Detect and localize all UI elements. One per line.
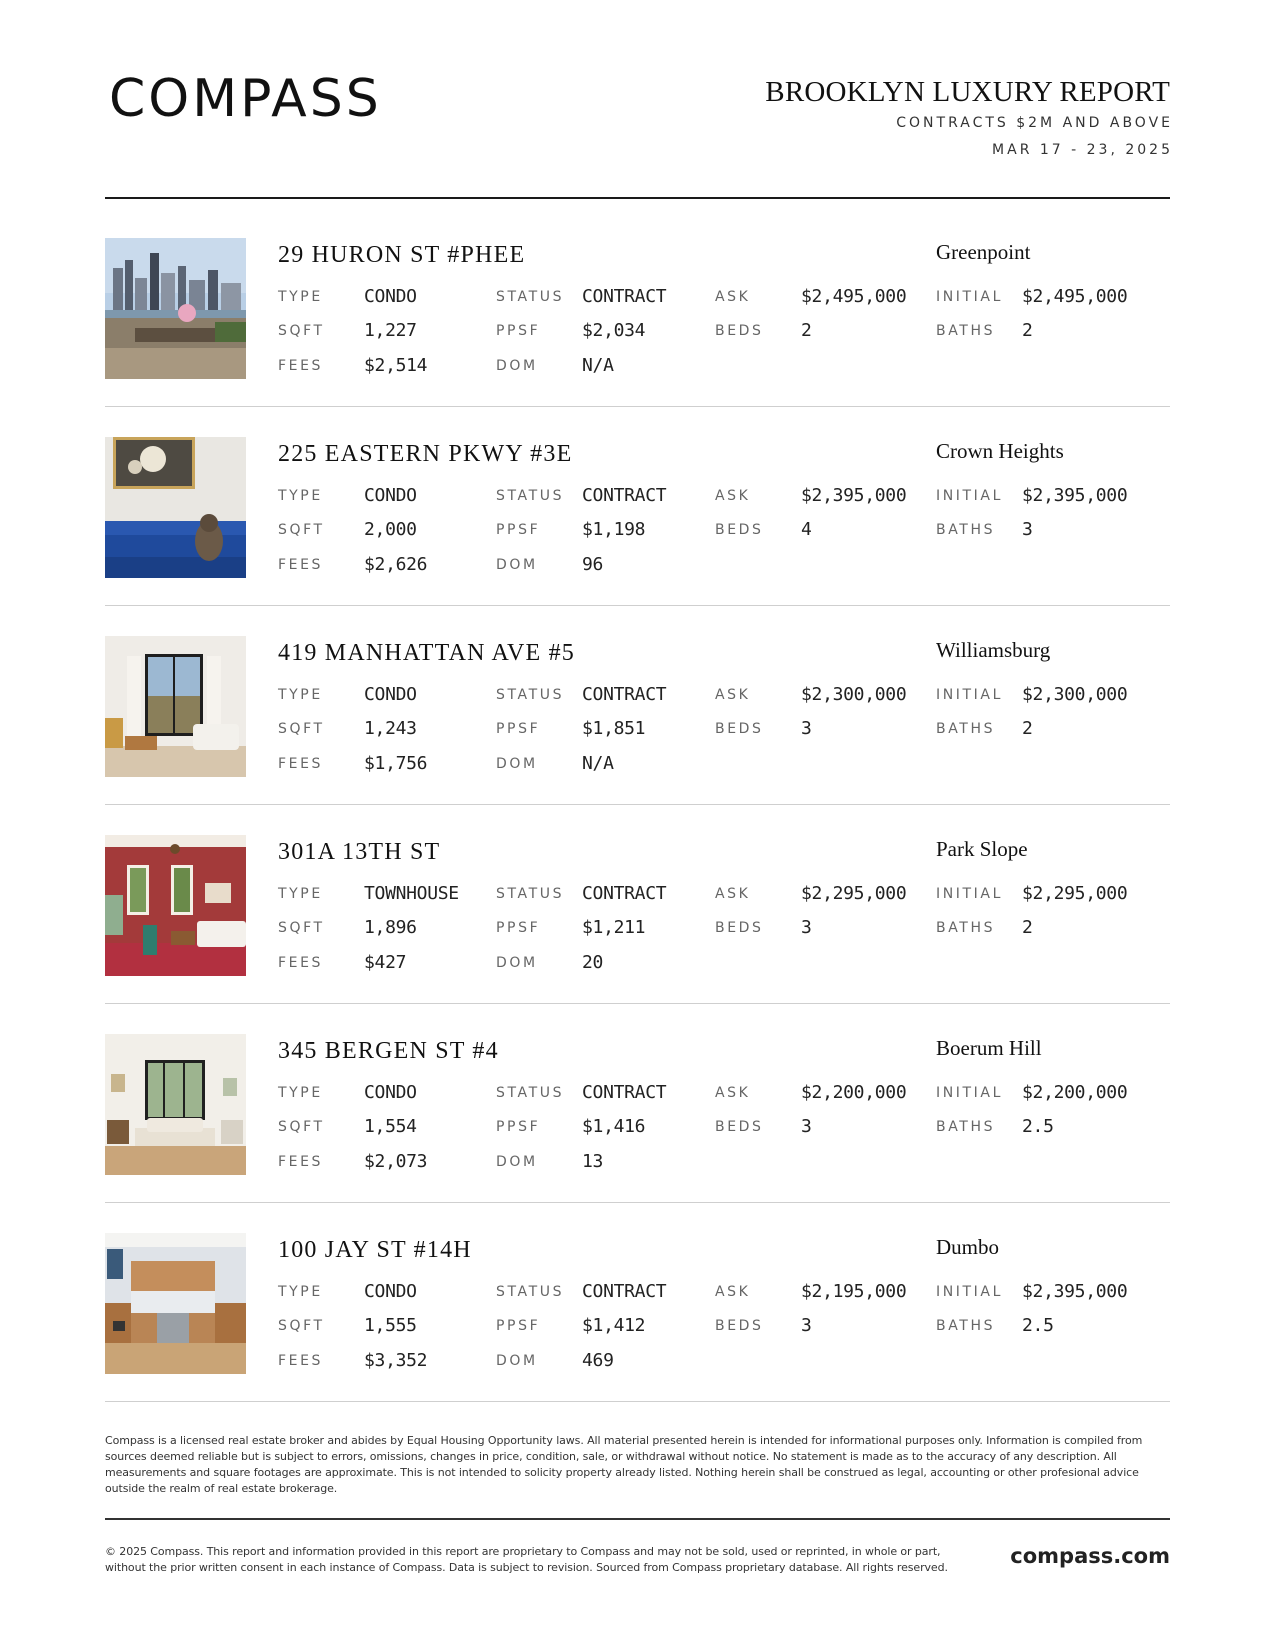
baths-value: 3 — [1022, 519, 1033, 540]
dom-value: 20 — [582, 952, 604, 973]
beds-label: BEDS — [715, 1119, 764, 1135]
baths-label: BATHS — [936, 323, 996, 339]
sqft-label: SQFT — [278, 1318, 325, 1334]
report-header — [765, 74, 1173, 164]
type-value: CONDO — [364, 684, 417, 705]
listing-address[interactable]: 301A 13TH ST — [278, 839, 441, 865]
listing-address[interactable]: 225 EASTERN PKWY #3E — [278, 441, 573, 467]
ask-label: ASK — [715, 289, 751, 305]
ppsf-value: $1,211 — [582, 917, 646, 938]
type-value: CONDO — [364, 1281, 417, 1302]
report-title: BROOKLYN LUXURY REPORT — [765, 76, 1170, 108]
dom-label: DOM — [496, 1353, 538, 1369]
listing-divider — [105, 1202, 1170, 1203]
ppsf-value: $1,412 — [582, 1315, 646, 1336]
initial-label: INITIAL — [936, 488, 1003, 504]
listing-divider — [105, 804, 1170, 805]
ppsf-label: PPSF — [496, 1318, 541, 1334]
status-value: CONTRACT — [582, 485, 667, 506]
listing-row[interactable] — [105, 238, 1170, 437]
fees-label: FEES — [278, 756, 324, 772]
beds-value: 4 — [801, 519, 812, 540]
ask-label: ASK — [715, 1284, 751, 1300]
status-value: CONTRACT — [582, 1281, 667, 1302]
beds-label: BEDS — [715, 522, 764, 538]
status-value: CONTRACT — [582, 1082, 667, 1103]
initial-value: $2,300,000 — [1022, 684, 1128, 705]
beds-value: 3 — [801, 1315, 812, 1336]
baths-label: BATHS — [936, 1318, 996, 1334]
type-value: CONDO — [364, 286, 417, 307]
beds-label: BEDS — [715, 920, 764, 936]
baths-label: BATHS — [936, 522, 996, 538]
fees-label: FEES — [278, 358, 324, 374]
dom-label: DOM — [496, 756, 538, 772]
status-label: STATUS — [496, 289, 565, 305]
ppsf-label: PPSF — [496, 920, 541, 936]
dom-label: DOM — [496, 1154, 538, 1170]
listing-row[interactable] — [105, 437, 1170, 636]
fees-value: $3,352 — [364, 1350, 428, 1371]
listing-address[interactable]: 100 JAY ST #14H — [278, 1237, 472, 1263]
disclaimer-text: Compass is a licensed real estate broker and abides by Equal Housing Opportunity laws. All material presented herein is intended for informational purposes only. Information is compiled from sources deemed reliable but is subject to errors, omissions, changes in price, condition, sale, or withdrawal without notice. No statement is made as to the accuracy of any description. All measurements and square footages are approximate. This is not intended to solicity property already listed. Nothing herein shall be construed as legal, accounting or other profesional advice outside the realm of real estate brokerage. — [105, 1434, 1143, 1495]
ppsf-label: PPSF — [496, 522, 541, 538]
dom-label: DOM — [496, 955, 538, 971]
fees-value: $2,514 — [364, 355, 428, 376]
listing-neighborhood: Dumbo — [936, 1235, 999, 1259]
listing-neighborhood: Greenpoint — [936, 240, 1031, 264]
listing-divider — [105, 1401, 1170, 1402]
red-parlor-photo — [105, 835, 246, 976]
status-label: STATUS — [496, 886, 565, 902]
listing-address[interactable]: 345 BERGEN ST #4 — [278, 1038, 499, 1064]
type-label: TYPE — [278, 1284, 323, 1300]
status-value: CONTRACT — [582, 883, 667, 904]
type-value: TOWNHOUSE — [364, 883, 459, 904]
ppsf-label: PPSF — [496, 1119, 541, 1135]
bright-living-room-photo — [105, 636, 246, 777]
listing-row[interactable] — [105, 1034, 1170, 1233]
baths-value: 2.5 — [1022, 1116, 1054, 1137]
ppsf-value: $1,416 — [582, 1116, 646, 1137]
header-divider — [105, 197, 1170, 199]
listing-neighborhood: Crown Heights — [936, 439, 1064, 463]
beds-value: 3 — [801, 718, 812, 739]
baths-value: 2 — [1022, 917, 1033, 938]
ask-value: $2,395,000 — [801, 485, 907, 506]
fees-label: FEES — [278, 955, 324, 971]
initial-value: $2,395,000 — [1022, 485, 1128, 506]
initial-value: $2,200,000 — [1022, 1082, 1128, 1103]
listing-address[interactable]: 419 MANHATTAN AVE #5 — [278, 640, 575, 666]
dom-value: 469 — [582, 1350, 614, 1371]
ppsf-label: PPSF — [496, 721, 541, 737]
ppsf-value: $1,198 — [582, 519, 646, 540]
sqft-value: 1,243 — [364, 718, 417, 739]
ask-value: $2,495,000 — [801, 286, 907, 307]
listing-divider — [105, 1003, 1170, 1004]
listing-row[interactable] — [105, 1233, 1170, 1432]
baths-label: BATHS — [936, 920, 996, 936]
baths-value: 2.5 — [1022, 1315, 1054, 1336]
fees-label: FEES — [278, 557, 324, 573]
type-label: TYPE — [278, 687, 323, 703]
ppsf-label: PPSF — [496, 323, 541, 339]
type-label: TYPE — [278, 886, 323, 902]
listing-row[interactable] — [105, 835, 1170, 1034]
type-label: TYPE — [278, 488, 323, 504]
dom-value: N/A — [582, 753, 614, 774]
status-label: STATUS — [496, 488, 565, 504]
dom-label: DOM — [496, 557, 538, 573]
ask-label: ASK — [715, 886, 751, 902]
ask-label: ASK — [715, 488, 751, 504]
baths-label: BATHS — [936, 1119, 996, 1135]
status-label: STATUS — [496, 1085, 565, 1101]
logo-wordmark: COMPASS — [109, 76, 382, 122]
dom-value: 96 — [582, 554, 604, 575]
skyline-terrace-photo — [105, 238, 246, 379]
compass-logo-mark — [109, 76, 419, 122]
dom-value: 13 — [582, 1151, 604, 1172]
neutral-living-room-photo — [105, 1034, 246, 1175]
ask-label: ASK — [715, 687, 751, 703]
baths-value: 2 — [1022, 718, 1033, 739]
initial-label: INITIAL — [936, 289, 1003, 305]
fees-label: FEES — [278, 1353, 324, 1369]
listing-address[interactable]: 29 HURON ST #PHEE — [278, 242, 526, 268]
fees-value: $2,073 — [364, 1151, 428, 1172]
listing-neighborhood: Boerum Hill — [936, 1036, 1042, 1060]
ppsf-value: $2,034 — [582, 320, 646, 341]
compass-logo — [109, 76, 419, 122]
report-subtitle: CONTRACTS $2M AND ABOVE — [896, 115, 1173, 131]
fees-value: $427 — [364, 952, 407, 973]
initial-label: INITIAL — [936, 687, 1003, 703]
wood-kitchen-photo — [105, 1233, 246, 1374]
listing-divider — [105, 406, 1170, 407]
listing-neighborhood: Park Slope — [936, 837, 1028, 861]
sqft-value: 2,000 — [364, 519, 417, 540]
dom-label: DOM — [496, 358, 538, 374]
ask-value: $2,195,000 — [801, 1281, 907, 1302]
sqft-label: SQFT — [278, 920, 325, 936]
beds-value: 3 — [801, 1116, 812, 1137]
baths-label: BATHS — [936, 721, 996, 737]
beds-value: 2 — [801, 320, 812, 341]
beds-value: 3 — [801, 917, 812, 938]
type-label: TYPE — [278, 289, 323, 305]
status-value: CONTRACT — [582, 286, 667, 307]
initial-value: $2,495,000 — [1022, 286, 1128, 307]
initial-value: $2,295,000 — [1022, 883, 1128, 904]
status-value: CONTRACT — [582, 684, 667, 705]
initial-label: INITIAL — [936, 886, 1003, 902]
beds-label: BEDS — [715, 1318, 764, 1334]
sqft-value: 1,555 — [364, 1315, 417, 1336]
ppsf-value: $1,851 — [582, 718, 646, 739]
sqft-value: 1,554 — [364, 1116, 417, 1137]
ask-value: $2,200,000 — [801, 1082, 907, 1103]
sqft-label: SQFT — [278, 1119, 325, 1135]
initial-label: INITIAL — [936, 1085, 1003, 1101]
listing-row[interactable] — [105, 636, 1170, 835]
sqft-label: SQFT — [278, 721, 325, 737]
type-value: CONDO — [364, 485, 417, 506]
type-value: CONDO — [364, 1082, 417, 1103]
initial-label: INITIAL — [936, 1284, 1003, 1300]
sqft-label: SQFT — [278, 522, 325, 538]
sqft-value: 1,227 — [364, 320, 417, 341]
baths-value: 2 — [1022, 320, 1033, 341]
listing-neighborhood: Williamsburg — [936, 638, 1051, 662]
initial-value: $2,395,000 — [1022, 1281, 1128, 1302]
copyright-text: © 2025 Compass. This report and information provided in this report are proprietary to Compass and may not be sold, used or reprinted, in whole or part, without the prior written consent in each instance of Compass. Data is subject to revision. Sourced from Compass proprietary database. All rights reserved. — [105, 1545, 948, 1574]
sqft-label: SQFT — [278, 323, 325, 339]
beds-label: BEDS — [715, 721, 764, 737]
fees-label: FEES — [278, 1154, 324, 1170]
report-date-range: MAR 17 - 23, 2025 — [992, 142, 1173, 158]
fees-value: $2,626 — [364, 554, 428, 575]
dom-value: N/A — [582, 355, 614, 376]
footer-divider — [105, 1518, 1170, 1520]
status-label: STATUS — [496, 687, 565, 703]
blue-sofa-photo — [105, 437, 246, 578]
status-label: STATUS — [496, 1284, 565, 1300]
ask-value: $2,300,000 — [801, 684, 907, 705]
report-page — [105, 0, 1173, 1650]
sqft-value: 1,896 — [364, 917, 417, 938]
type-label: TYPE — [278, 1085, 323, 1101]
beds-label: BEDS — [715, 323, 764, 339]
site-link[interactable]: compass.com — [1010, 1544, 1170, 1568]
ask-value: $2,295,000 — [801, 883, 907, 904]
listing-divider — [105, 605, 1170, 606]
ask-label: ASK — [715, 1085, 751, 1101]
fees-value: $1,756 — [364, 753, 428, 774]
